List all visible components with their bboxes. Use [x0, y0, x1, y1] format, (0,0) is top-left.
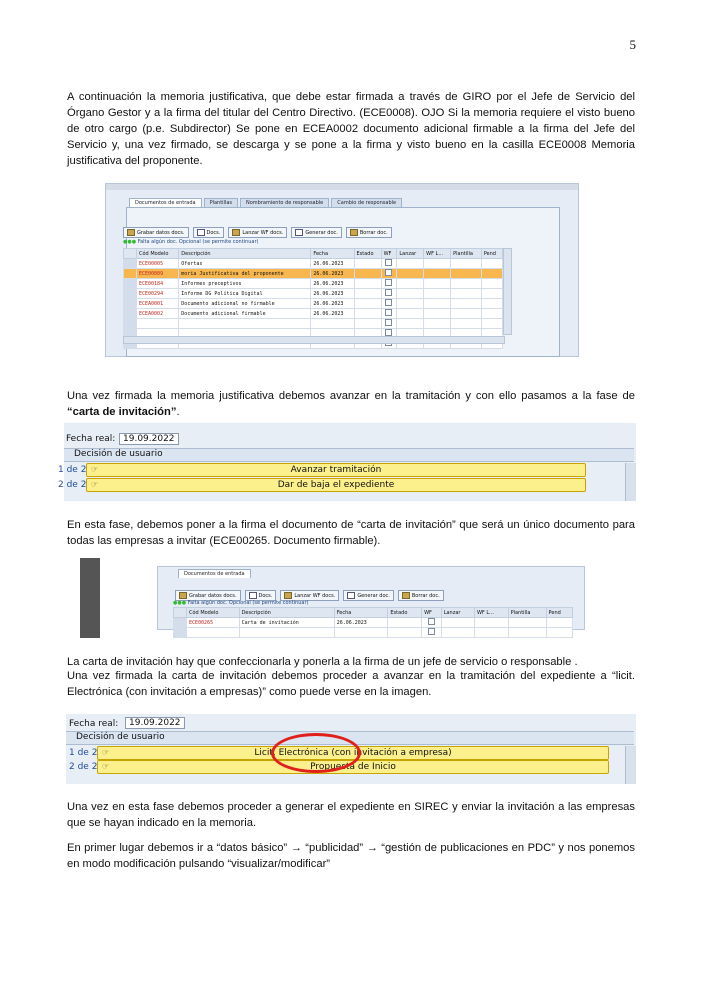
table-row[interactable] — [124, 309, 503, 319]
pending-cell — [481, 269, 502, 279]
bold-phrase: “carta de invitación” — [67, 406, 177, 418]
hand-pointer-icon: ☞ — [91, 480, 99, 489]
wf-checkbox-cell[interactable] — [381, 279, 397, 289]
col-header: Fecha — [311, 249, 354, 259]
table-row[interactable] — [174, 618, 573, 628]
wf-checkbox[interactable] — [385, 269, 392, 276]
launch-cell — [397, 309, 424, 319]
empty-row — [174, 628, 573, 638]
hand-pointer-icon: ☞ — [91, 465, 99, 474]
delete-doc-label: Borrar doc. — [411, 592, 440, 599]
empty-cell — [334, 628, 388, 638]
table-scrollbar[interactable] — [503, 248, 512, 335]
pending-cell — [481, 259, 502, 269]
table-header — [124, 249, 503, 259]
doc-date: 26.06.2023 — [334, 618, 388, 628]
row-selector — [124, 269, 137, 279]
generate-doc-button[interactable] — [291, 227, 342, 238]
option-index: 1 de 2 — [58, 465, 87, 475]
docs-label: Docs. — [258, 592, 273, 599]
doc-description: Informe DG Política Digital — [179, 289, 311, 299]
empty-cell — [187, 628, 240, 638]
empty-cell — [546, 628, 572, 638]
col-header: Pend — [481, 249, 502, 259]
doc-date: 26.06.2023 — [311, 289, 354, 299]
wf-checkbox[interactable] — [428, 618, 435, 625]
wf-checkbox[interactable] — [385, 279, 392, 286]
table-row[interactable] — [124, 259, 503, 269]
template-cell — [508, 618, 546, 628]
status-message: ●●● Falta algún doc. Opcional (se permite continuar) — [123, 239, 259, 245]
generate-doc-label: Generar doc. — [305, 229, 338, 236]
wf-checkbox-cell[interactable] — [381, 309, 397, 319]
wf-checkbox[interactable] — [428, 628, 435, 635]
wf-l-cell — [424, 299, 451, 309]
decision-header: Decisión de usuario — [66, 731, 634, 745]
doc-description: moria Justificativa del proponente — [179, 269, 311, 279]
launch-wf-button[interactable] — [228, 227, 287, 238]
tab-strip — [178, 569, 253, 578]
col-header: Plantilla — [508, 608, 546, 618]
pending-cell — [481, 279, 502, 289]
doc-date: 26.06.2023 — [311, 309, 354, 319]
empty-cell — [508, 628, 546, 638]
decision-header: Decisión de usuario — [64, 448, 634, 462]
wf-l-cell — [424, 309, 451, 319]
col-header: Cód Modelo — [137, 249, 179, 259]
empty-cell — [174, 628, 187, 638]
doc-date: 26.06.2023 — [311, 299, 354, 309]
row-selector — [124, 259, 137, 269]
doc-icon — [249, 592, 257, 599]
wf-l-cell — [424, 259, 451, 269]
date-label: Fecha real: — [69, 719, 119, 729]
empty-cell — [137, 319, 179, 329]
date-field[interactable]: 19.09.2022 — [119, 433, 179, 445]
sap-documents-screenshot — [105, 183, 579, 357]
doc-code: ECEA0002 — [137, 309, 179, 319]
doc-state — [354, 269, 381, 279]
wf-checkbox[interactable] — [385, 289, 392, 296]
decision-panel-1 — [58, 423, 636, 501]
wf-checkbox-cell[interactable] — [381, 299, 397, 309]
col-header: Estado — [388, 608, 422, 618]
option-label: Propuesta de Inicio — [310, 762, 396, 772]
delete-doc-button[interactable] — [398, 590, 444, 601]
table-row[interactable] — [124, 269, 503, 279]
wf-checkbox[interactable] — [385, 309, 392, 316]
decision-scrollbar[interactable] — [625, 746, 636, 784]
col-header: WF — [381, 249, 397, 259]
wf-checkbox[interactable] — [385, 259, 392, 266]
decision-option-row — [58, 463, 586, 477]
doc-state — [354, 309, 381, 319]
doc-description: Informes preceptivos — [179, 279, 311, 289]
delete-doc-button[interactable] — [346, 227, 392, 238]
option-label: Licit. Electrónica (con invitación a empresa) — [254, 748, 452, 758]
pending-cell — [481, 299, 502, 309]
empty-row — [124, 319, 503, 329]
row-selector — [124, 289, 137, 299]
table-row[interactable] — [124, 279, 503, 289]
wf-l-cell — [474, 618, 508, 628]
col-header: WF L... — [424, 249, 451, 259]
page-number: 5 — [629, 37, 636, 52]
horizontal-scrollbar[interactable] — [123, 336, 505, 344]
table-row[interactable] — [124, 289, 503, 299]
docs-button[interactable] — [193, 227, 225, 238]
top-scrollbar — [106, 184, 578, 190]
tab-documentos-entrada[interactable]: Documentos de entrada — [178, 569, 251, 578]
cancel-file-button[interactable] — [86, 478, 586, 492]
paragraph-publicidad: En primer lugar debemos ir a “datos básico” → “publicidad” → “gestión de publicaciones en PDC” y nos ponemos en modo modificación pulsando “visualizar/modificar” — [67, 842, 635, 870]
wf-icon — [232, 229, 240, 236]
wf-checkbox-cell[interactable] — [381, 289, 397, 299]
table-header — [174, 608, 573, 618]
doc-icon — [197, 229, 205, 236]
doc-description: Carta de invitación — [239, 618, 334, 628]
wf-checkbox[interactable] — [385, 329, 392, 336]
tab-plantillas[interactable]: Plantillas — [204, 198, 238, 207]
pending-cell — [546, 618, 572, 628]
delete-doc-label: Borrar doc. — [359, 229, 388, 236]
doc-state — [388, 618, 422, 628]
generate-doc-button[interactable] — [343, 590, 394, 601]
template-cell — [451, 309, 482, 319]
row-selector — [124, 309, 137, 319]
row-selector-header — [174, 608, 187, 618]
col-header: Lanzar — [397, 249, 424, 259]
wf-checkbox[interactable] — [385, 319, 392, 326]
launch-cell — [397, 259, 424, 269]
empty-cell — [397, 319, 424, 329]
doc-code: ECE00265 — [187, 618, 240, 628]
doc-code: ECE00184 — [137, 279, 179, 289]
launch-cell — [441, 618, 474, 628]
option-label: Dar de baja el expediente — [277, 480, 395, 490]
paragraph-sirec: Una vez en esta fase debemos proceder a generar el expediente en SIREC y enviar la invitación a las empresas que se hayan indicado en la memoria. — [67, 801, 635, 829]
empty-cell — [422, 628, 442, 638]
empty-cell — [474, 628, 508, 638]
toolbar — [123, 227, 392, 238]
documents-table — [173, 607, 573, 638]
status-message-text: Falta algún doc. Opcional (se permite continuar) — [137, 239, 259, 245]
doc-description: Documento adicional firmable — [179, 309, 311, 319]
empty-cell — [441, 628, 474, 638]
row-selector-header — [124, 249, 137, 259]
doc-description: Ofertas — [179, 259, 311, 269]
hand-pointer-icon: ☞ — [102, 748, 110, 757]
col-header: Descripción — [239, 608, 334, 618]
hand-pointer-icon: ☞ — [102, 762, 110, 771]
delete-icon — [402, 592, 410, 599]
wf-l-cell — [424, 279, 451, 289]
generate-doc-label: Generar doc. — [357, 592, 390, 599]
doc-date: 26.06.2023 — [311, 259, 354, 269]
paragraph-text: Una vez firmada la memoria justificativa debemos avanzar en la tramitación y con ello pasamos a la fase de — [67, 390, 635, 402]
wf-checkbox-cell[interactable] — [381, 259, 397, 269]
option-index: 2 de 2 — [69, 762, 98, 772]
tab-cambio-responsable[interactable]: Cambio de responsable — [331, 198, 402, 207]
doc-date: 26.06.2023 — [311, 279, 354, 289]
wf-checkbox-cell[interactable] — [422, 618, 442, 628]
paragraph-memoria: A continuación la memoria justificativa, que debe estar firmada a través de GIRO por el Jefe de Servicio del Órgano Gestor y a la firma del titular del Centro Directivo. (ECE0008). OJO Si la memoria requiere el visto bueno de otro cargo (p.e. Subdirector) Se pone en ECEA0002 documento adicional firmable a la firma del Jefe del Servicio y, una vez firmado, se descarga y se pone a la firma y visto bueno en la casilla ECE0008 Memoria justificativa del proponente. — [67, 91, 635, 167]
empty-cell — [388, 628, 422, 638]
empty-cell — [381, 319, 397, 329]
col-header: Lanzar — [441, 608, 474, 618]
delete-icon — [350, 229, 358, 236]
save-docs-label: Grabar datos docs. — [189, 592, 237, 599]
launch-wf-label: Lanzar WF docs. — [242, 229, 284, 236]
template-cell — [451, 289, 482, 299]
wf-checkbox-cell[interactable] — [381, 269, 397, 279]
launch-cell — [397, 279, 424, 289]
paragraph-fase-firma: En esta fase, debemos poner a la firma el documento de “carta de invitación” que será un único documento para todas las empresas a invitar (ECE00265. Documento firmable). — [67, 519, 635, 547]
paragraph-carta-invitacion — [67, 388, 635, 420]
doc-state — [354, 279, 381, 289]
col-header: WF — [422, 608, 442, 618]
wf-checkbox[interactable] — [385, 299, 392, 306]
save-docs-label: Grabar datos docs. — [137, 229, 185, 236]
row-selector — [174, 618, 187, 628]
option-index: 1 de 2 — [69, 748, 98, 758]
doc-state — [354, 299, 381, 309]
col-header: Fecha — [334, 608, 388, 618]
empty-cell — [311, 319, 354, 329]
col-header: Plantilla — [451, 249, 482, 259]
col-header: Descripción — [179, 249, 311, 259]
empty-cell — [354, 319, 381, 329]
empty-cell — [481, 319, 502, 329]
empty-cell — [124, 319, 137, 329]
col-header: Pend — [546, 608, 572, 618]
launch-cell — [397, 269, 424, 279]
template-cell — [451, 279, 482, 289]
wf-l-cell — [424, 269, 451, 279]
launch-cell — [397, 289, 424, 299]
sap-documents-screenshot-2 — [157, 566, 585, 630]
tab-nombramiento[interactable]: Nombramiento de responsable — [240, 198, 329, 207]
save-docs-button[interactable] — [123, 227, 189, 238]
date-label: Fecha real: — [66, 434, 116, 444]
wf-l-cell — [424, 289, 451, 299]
row-selector — [124, 299, 137, 309]
paragraph-avanzar-licit: Una vez firmada la carta de invitación debemos proceder a avanzar en la tramitación del expediente a “licit. Electrónica (con invitación a empresas)” como puede verse en la imagen. — [67, 670, 635, 698]
empty-cell — [239, 628, 334, 638]
dark-sidebar-strip — [80, 558, 100, 638]
tab-strip — [129, 198, 404, 207]
paragraph-confeccionar: La carta de invitación hay que confeccionarla y ponerla a la firma de un jefe de servicio o responsable . — [67, 656, 578, 668]
option-index: 2 de 2 — [58, 480, 87, 490]
doc-state — [354, 259, 381, 269]
empty-cell — [451, 319, 482, 329]
col-header: WF L... — [474, 608, 508, 618]
col-header: Cód Modelo — [187, 608, 240, 618]
decision-option-row — [58, 478, 586, 492]
empty-cell — [424, 319, 451, 329]
launch-cell — [397, 299, 424, 309]
pending-cell — [481, 289, 502, 299]
generate-icon — [347, 592, 355, 599]
save-icon — [127, 229, 135, 236]
advance-processing-button[interactable] — [86, 463, 586, 477]
pending-cell — [481, 309, 502, 319]
paragraph-text: . — [176, 406, 180, 418]
status-message-text: Falta algún doc. Opcional (se permite continuar) — [187, 600, 309, 606]
docs-label: Docs. — [206, 229, 221, 236]
decision-scrollbar[interactable] — [625, 463, 636, 501]
doc-code: ECE00294 — [137, 289, 179, 299]
wf-icon — [284, 592, 292, 599]
status-message: ●●● Falta algún doc. Opcional (se permite continuar) — [173, 600, 309, 606]
tab-documentos-entrada[interactable]: Documentos de entrada — [129, 198, 202, 207]
doc-state — [354, 289, 381, 299]
empty-cell — [179, 319, 311, 329]
documents-table — [123, 248, 503, 349]
date-field[interactable]: 19.09.2022 — [125, 717, 185, 729]
doc-code: ECEA0001 — [137, 299, 179, 309]
doc-code: ECE00009 — [137, 269, 179, 279]
doc-code: ECE00005 — [137, 259, 179, 269]
table-row[interactable] — [124, 299, 503, 309]
template-cell — [451, 299, 482, 309]
launch-wf-label: Lanzar WF docs. — [294, 592, 336, 599]
doc-description: Documento adicional no firmable — [179, 299, 311, 309]
generate-icon — [295, 229, 303, 236]
save-icon — [179, 592, 187, 599]
template-cell — [451, 269, 482, 279]
red-highlight-circle — [271, 733, 361, 773]
option-label: Avanzar tramitación — [290, 465, 382, 475]
row-selector — [124, 279, 137, 289]
doc-date: 26.06.2023 — [311, 269, 354, 279]
col-header: Estado — [354, 249, 381, 259]
template-cell — [451, 259, 482, 269]
